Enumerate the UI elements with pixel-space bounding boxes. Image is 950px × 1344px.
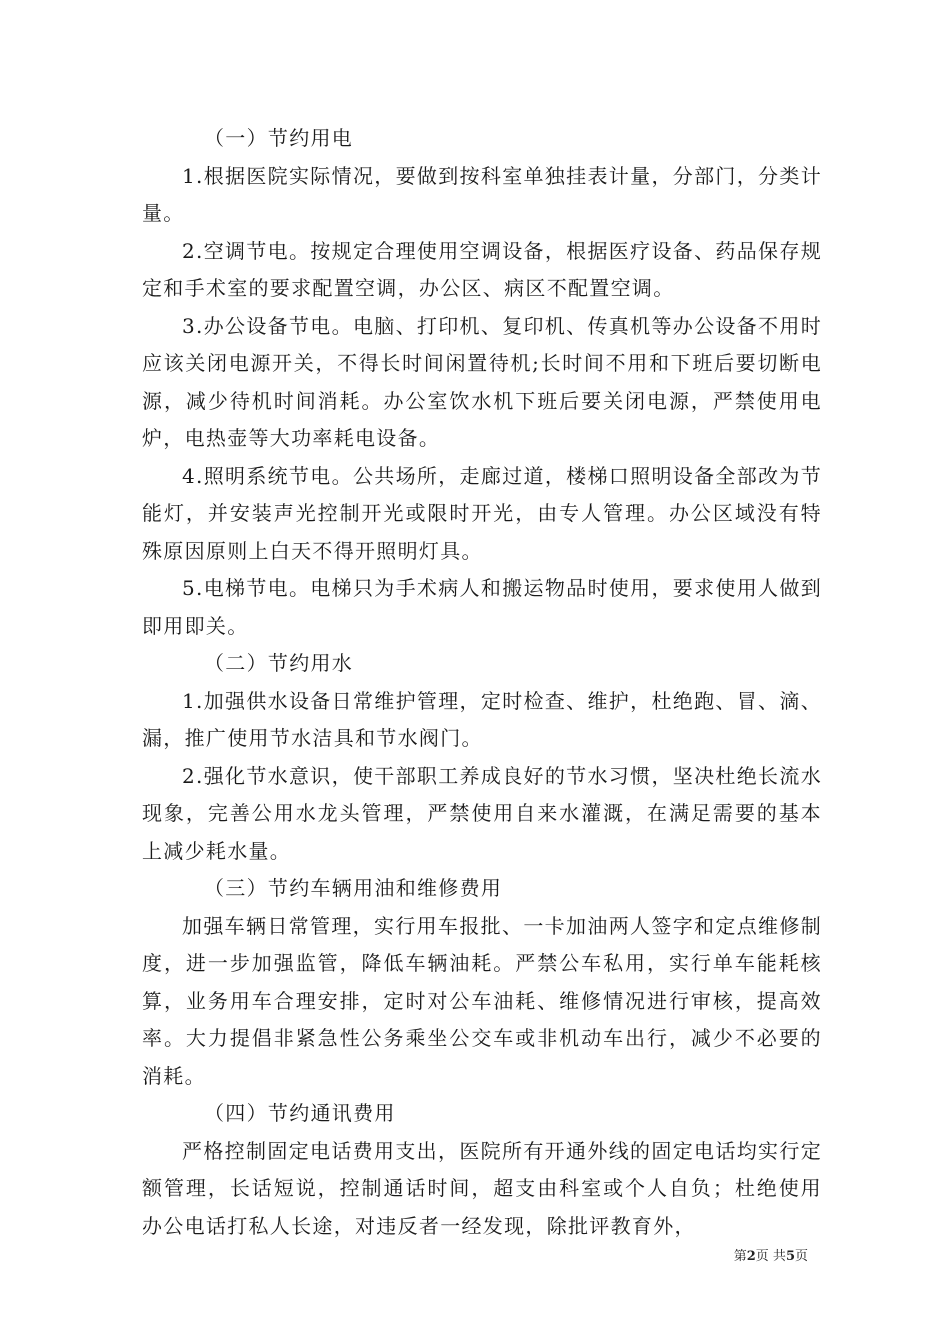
footer-suffix: 页 <box>794 1249 808 1264</box>
paragraph: 1.加强供水设备日常维护管理，定时检查、维护，杜绝跑、冒、滴、漏，推广使用节水洁具和节水阀门。 <box>142 688 822 750</box>
total-pages-number: 5 <box>785 1249 795 1264</box>
section-heading: （二）节约用水 <box>204 651 354 675</box>
current-page-number: 2 <box>746 1249 756 1264</box>
paragraph: 5.电梯节电。电梯只为手术病人和搬运物品时使用，要求使用人做到即用即关。 <box>142 576 822 638</box>
footer-middle: 页 共 <box>755 1249 786 1264</box>
paragraph: 3.办公设备节电。电脑、打印机、复印机、传真机等办公设备不用时应该关闭电源开关，不得长时间闲置待机;长时间不用和下班后要切断电源，减少待机时间消耗。办公室饮水机下班后要关闭电源，严禁使用电炉，电热壶等大功率耗电设备。 <box>142 313 822 450</box>
section-heading: （一）节约用电 <box>204 126 354 150</box>
paragraph: 2.空调节电。按规定合理使用空调设备，根据医疗设备、药品保存规定和手术室的要求配置空调，办公区、病区不配置空调。 <box>142 238 822 300</box>
page-footer <box>0 1245 808 1264</box>
paragraph: 严格控制固定电话费用支出，医院所有开通外线的固定电话均实行定额管理，长话短说，控制通话时间，超支由科室或个人自负；杜绝使用办公电话打私人长途，对违反者一经发现，除批评教育外， <box>142 1138 822 1238</box>
section-heading: （四）节约通讯费用 <box>204 1101 396 1125</box>
document-body <box>142 120 822 1245</box>
paragraph: 4.照明系统节电。公共场所，走廊过道，楼梯口照明设备全部改为节能灯，并安装声光控制开光或限时开光，由专人管理。办公区域没有特殊原因原则上白天不得开照明灯具。 <box>142 463 822 563</box>
section-heading: （三）节约车辆用油和维修费用 <box>204 876 503 900</box>
paragraph: 2.强化节水意识，使干部职工养成良好的节水习惯，坚决杜绝长流水现象，完善公用水龙头管理，严禁使用自来水灌溉，在满足需要的基本上减少耗水量。 <box>142 763 822 863</box>
paragraph: 加强车辆日常管理，实行用车报批、一卡加油两人签字和定点维修制度，进一步加强监管，降低车辆油耗。严禁公车私用，实行单车能耗核算，业务用车合理安排，定时对公车油耗、维修情况进行审核，提高效率。大力提倡非紧急性公务乘坐公交车或非机动车出行，减少不必要的消耗。 <box>142 913 822 1088</box>
footer-prefix: 第 <box>733 1249 747 1264</box>
paragraph: 1.根据医院实际情况，要做到按科室单独挂表计量，分部门，分类计量。 <box>142 163 822 225</box>
